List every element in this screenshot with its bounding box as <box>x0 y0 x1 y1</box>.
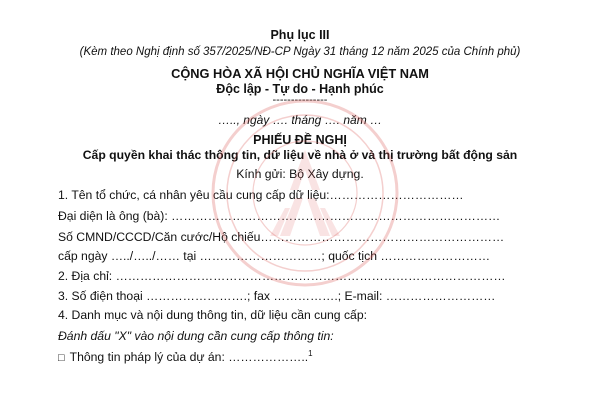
checkbox-label: Thông tin pháp lý của dự án: ……………….. <box>69 350 309 365</box>
form-line-issue-date: cấp ngày …../…../…… tại …………………………; quốc tịch ……………………… <box>58 249 491 263</box>
form-line-address: 2. Địa chỉ: …………………………………………………………………………………… <box>58 269 506 283</box>
national-motto: Độc lập - Tự do - Hạnh phúc <box>216 82 384 96</box>
checkbox-row-legal-info <box>58 349 313 364</box>
date-line: ….., ngày …. tháng …. năm … <box>217 113 383 127</box>
decree-reference: (Kèm theo Nghị định số 357/2025/NĐ-CP Ngày 31 tháng 12 năm 2025 của Chính phủ) <box>79 46 521 58</box>
form-line-contact: 3. Số điện thoại …………………….; fax …………….; E-mail: ……………………… <box>58 289 496 303</box>
form-line-representative: Đại diện là ông (bà): ……………………………………………………………………… <box>58 209 501 223</box>
footnote-mark: 1 <box>308 349 313 358</box>
instruction-line: Đánh dấu "X" vào nội dung cần cung cấp thông tin: <box>58 329 334 343</box>
form-title: PHIẾU ĐỀ NGHỊ <box>253 133 347 147</box>
form-subtitle: Cấp quyền khai thác thông tin, dữ liệu về nhà ở và thị trường bất động sản <box>82 148 518 162</box>
watermark-seal-icon <box>210 98 400 288</box>
form-line-id-number: Số CMND/CCCD/Căn cước/Hộ chiếu…………………………………………………… <box>58 230 505 244</box>
appendix-title: Phụ lục III <box>270 28 330 42</box>
form-line-organization: 1. Tên tổ chức, cá nhân yêu cầu cung cấp dữ liệu:…………………………… <box>58 188 464 202</box>
form-line-data-list: 4. Danh mục và nội dung thông tin, dữ liệu cần cung cấp: <box>58 308 367 322</box>
checkbox-icon[interactable]: □ <box>58 352 65 365</box>
motto-separator: --------------- <box>272 94 328 106</box>
recipient-line: Kính gửi: Bộ Xây dựng. <box>236 167 364 181</box>
country-name: CỘNG HÒA XÃ HỘI CHỦ NGHĨA VIỆT NAM <box>171 66 429 81</box>
